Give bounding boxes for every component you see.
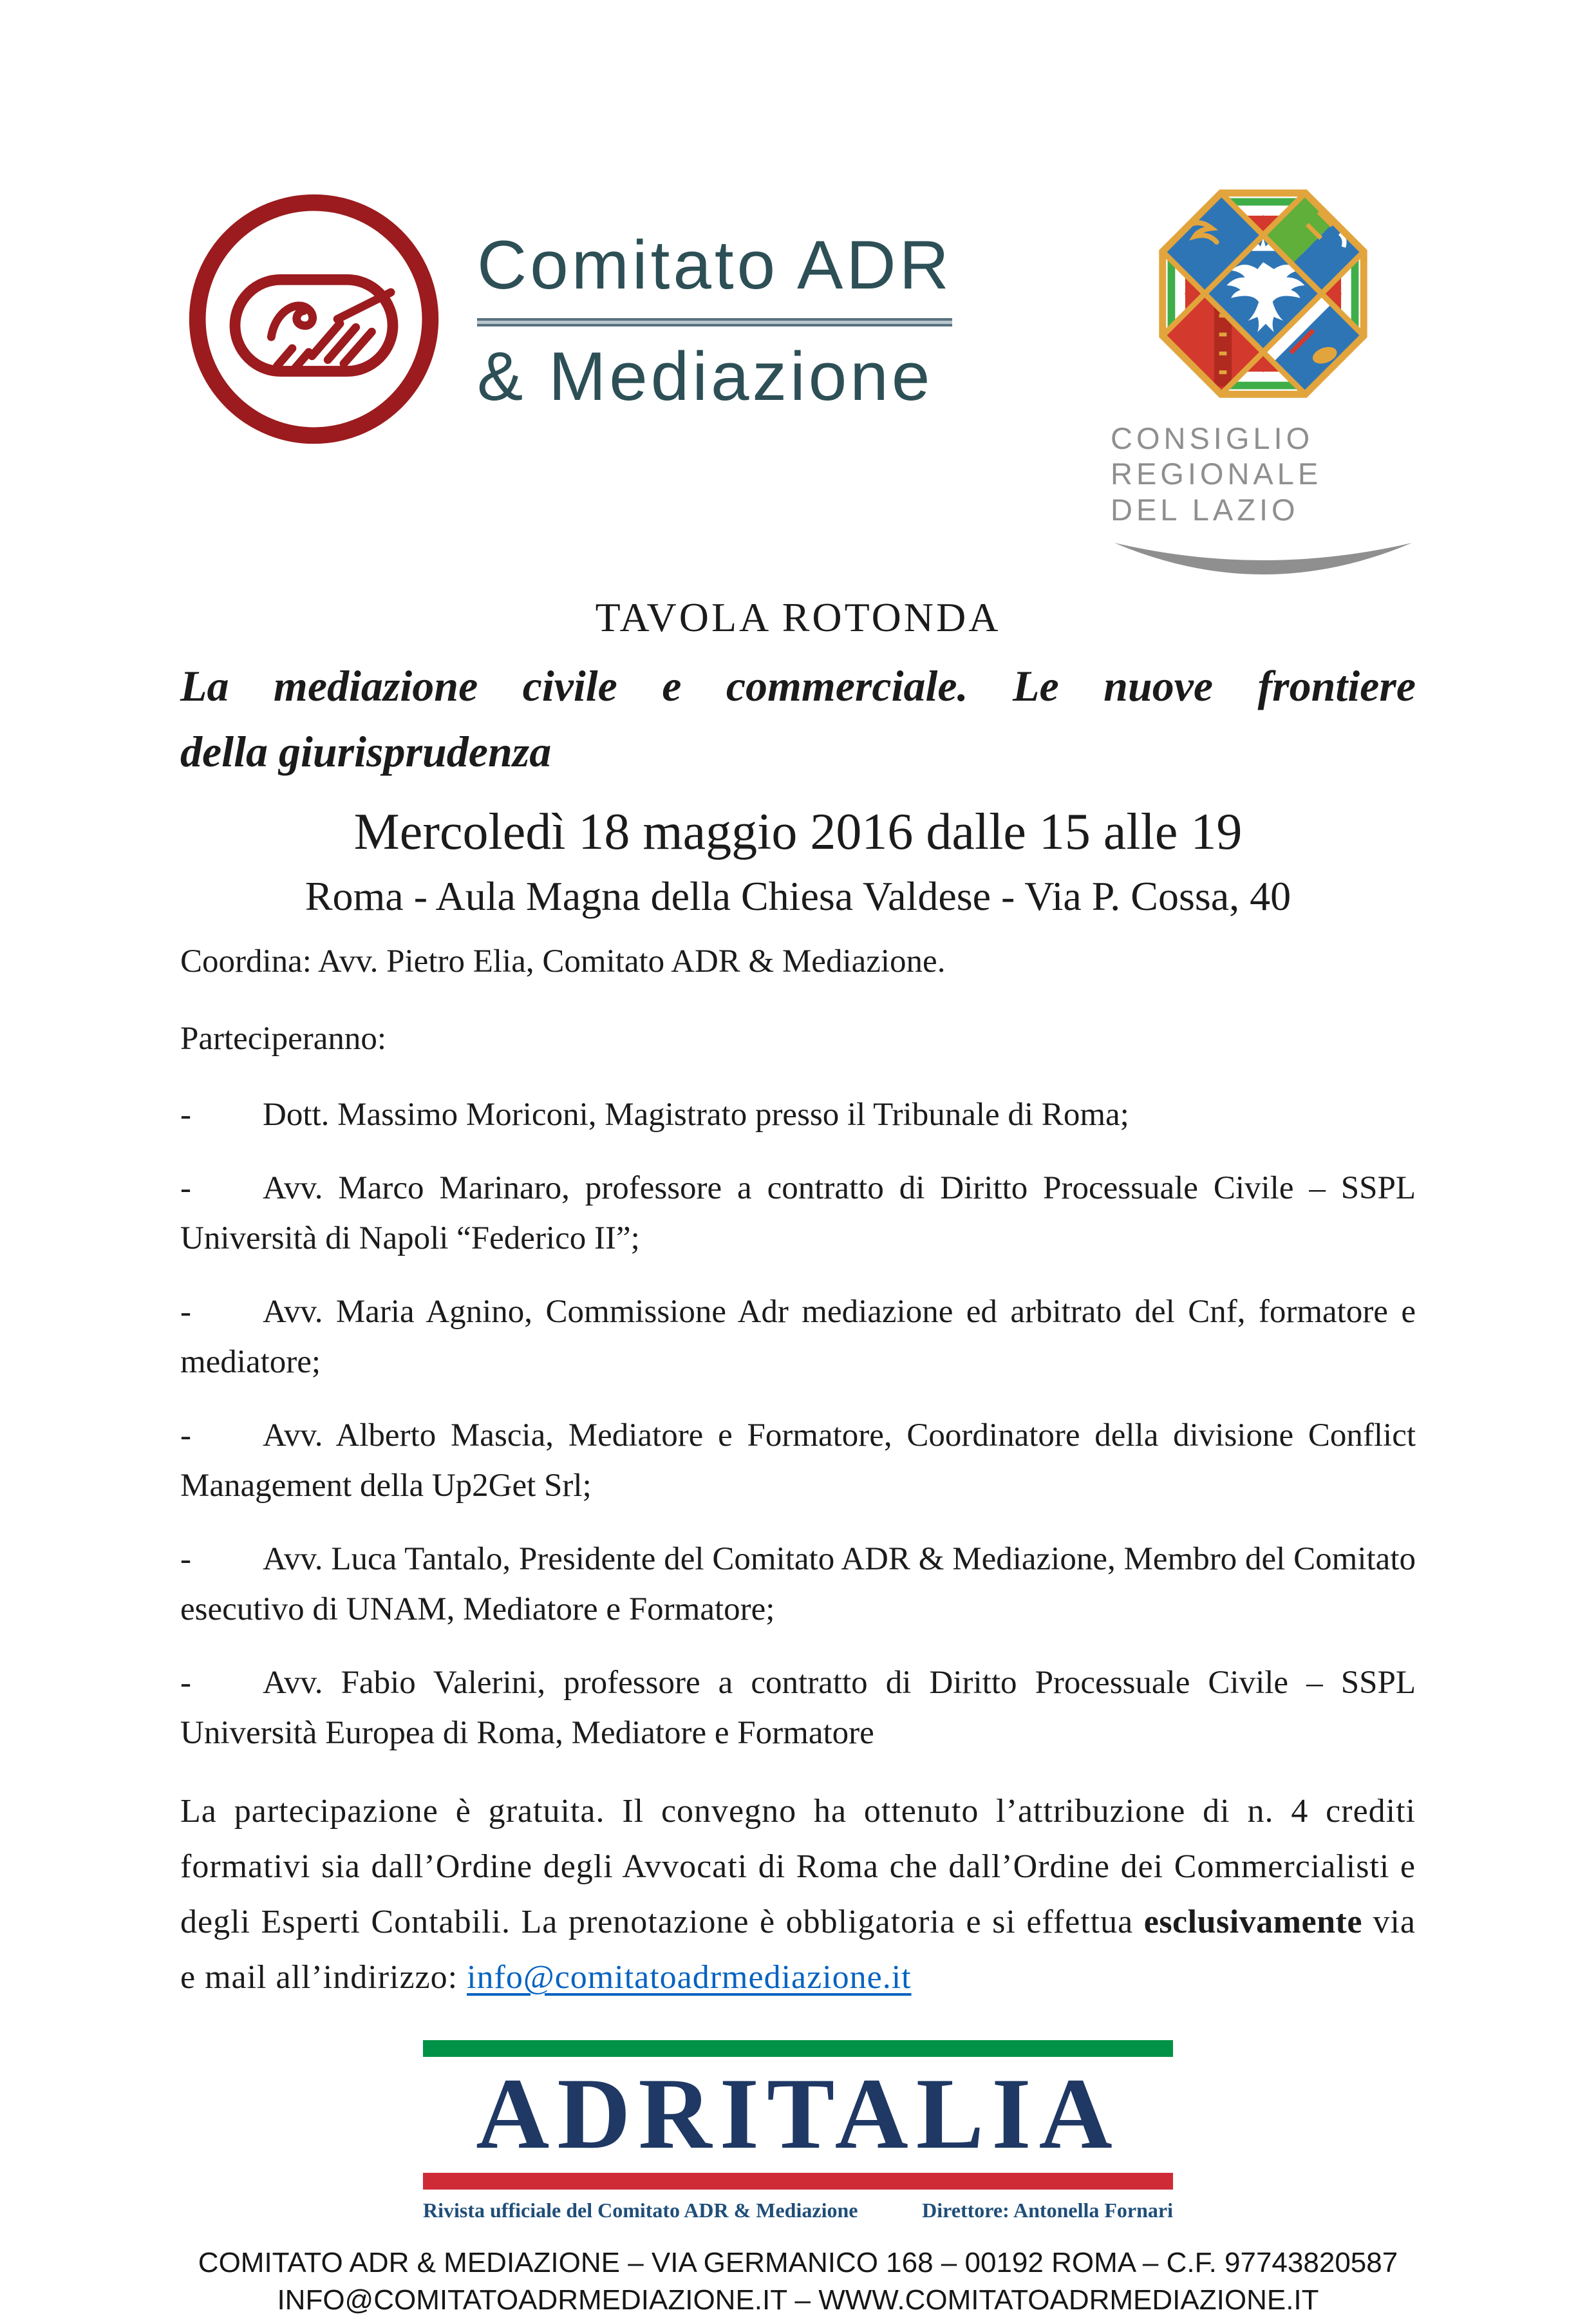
participant-text: Dott. Massimo Moriconi, Magistrato presso il Tribunale di Roma;: [263, 1097, 1129, 1133]
event-title-line2: della giurisprudenza: [180, 727, 552, 777]
participant-item: [180, 1410, 1416, 1511]
coordinator-line: Coordina: Avv. Pietro Elia, Comitato ADR & Mediazione.: [180, 943, 946, 980]
participant-text: Avv. Maria Agnino, Commissione Adr mediazione ed arbitrato del Cnf, formatore e mediatore;: [180, 1294, 1416, 1381]
closing-emphasis: esclusivamente: [1143, 1904, 1362, 1941]
participant-bullet: -: [180, 1541, 191, 1578]
lazio-wordmark: [1111, 421, 1322, 527]
event-kicker: TAVOLA ROTONDA: [595, 594, 1001, 641]
footer: [180, 2244, 1416, 2319]
lazio-wordmark-line1: CONSIGLIO: [1111, 421, 1314, 455]
header: [180, 185, 1416, 583]
consiglio-lazio-logo: [1111, 187, 1416, 583]
adritalia-caption-left: Rivista ufficiale del Comitato ADR & Mediazione: [423, 2198, 858, 2222]
participant-item: [180, 1658, 1416, 1758]
closing-text-1: La partecipazione è gratuita. Il convegno ha ottenuto l’attribuzione di n. 4 crediti formativi sia dall’Ordine degli Avvocati di Roma che dall’Ordine dei Commercialisti e degli Esperti Contabili. La prenotazione è obbligatoria e si effettua: [180, 1793, 1416, 1941]
logo-divider: [477, 318, 952, 327]
handshake-oval-icon: [180, 185, 447, 456]
footer-line1: COMITATO ADR & MEDIAZIONE – VIA GERMANICO 168 – 00192 ROMA – C.F. 97743820587: [198, 2246, 1398, 2278]
adritalia-captions: [423, 2199, 1173, 2222]
lazio-crest-icon: [1155, 187, 1371, 404]
email-link[interactable]: info@comitatoadrmediazione.it: [467, 1959, 912, 1996]
event-title: [180, 653, 1416, 784]
comitato-wordmark: [477, 225, 952, 415]
event-title-line1: La mediazione civile e commerciale. Le nuove frontiere: [180, 661, 1416, 711]
adritalia-wordmark: ADRITALIA: [476, 2058, 1120, 2171]
lazio-wordmark-line3: DEL LAZIO: [1111, 492, 1299, 527]
participant-bullet: -: [180, 1417, 191, 1454]
participant-text: Avv. Marco Marinaro, professore a contratto di Diritto Processuale Civile – SSPL Università di Napoli “Federico II”;: [180, 1170, 1416, 1257]
participant-item: [180, 1090, 1416, 1140]
closing-text-2: via e mail all’indirizzo:: [180, 1904, 1416, 1996]
lazio-wordmark-line2: REGIONALE: [1111, 457, 1322, 491]
participant-text: Avv. Fabio Valerini, professore a contratto di Diritto Processuale Civile – SSPL Università Europea di Roma, Mediatore e Formatore: [180, 1665, 1416, 1752]
footer-line2: INFO@COMITATOADRMEDIAZIONE.IT – WWW.COMITATOADRMEDIAZIONE.IT: [277, 2284, 1319, 2316]
comitato-adr-logo: [180, 185, 952, 456]
comitato-wordmark-line2: & Mediazione: [477, 337, 934, 415]
participant-bullet: -: [180, 1170, 191, 1207]
participants-list: [180, 1090, 1416, 1758]
participant-bullet: -: [180, 1665, 191, 1701]
gray-swoosh-icon: [1111, 534, 1416, 583]
participant-item: [180, 1534, 1416, 1634]
participant-bullet: -: [180, 1294, 191, 1330]
closing-paragraph: [180, 1784, 1416, 2005]
adritalia-caption-right: Direttore: Antonella Fornari: [922, 2198, 1173, 2222]
participant-item: [180, 1287, 1416, 1387]
flag-bar-green: [423, 2040, 1173, 2057]
participant-bullet: -: [180, 1097, 191, 1133]
participants-heading: Parteciperanno:: [180, 1021, 387, 1057]
participant-item: [180, 1163, 1416, 1264]
event-datetime: Mercoledì 18 maggio 2016 dalle 15 alle 19: [353, 804, 1243, 861]
adritalia-logo: [423, 2040, 1173, 2222]
event-location: Roma - Aula Magna della Chiesa Valdese - Via P. Cossa, 40: [305, 873, 1291, 920]
comitato-wordmark-line1: Comitato ADR: [477, 225, 952, 303]
participant-text: Avv. Alberto Mascia, Mediatore e Formatore, Coordinatore della divisione Conflict Management della Up2Get Srl;: [180, 1417, 1416, 1504]
flag-bar-red: [423, 2173, 1173, 2190]
participant-text: Avv. Luca Tantalo, Presidente del Comitato ADR & Mediazione, Membro del Comitato esecutivo di UNAM, Mediatore e Formatore;: [180, 1541, 1416, 1628]
